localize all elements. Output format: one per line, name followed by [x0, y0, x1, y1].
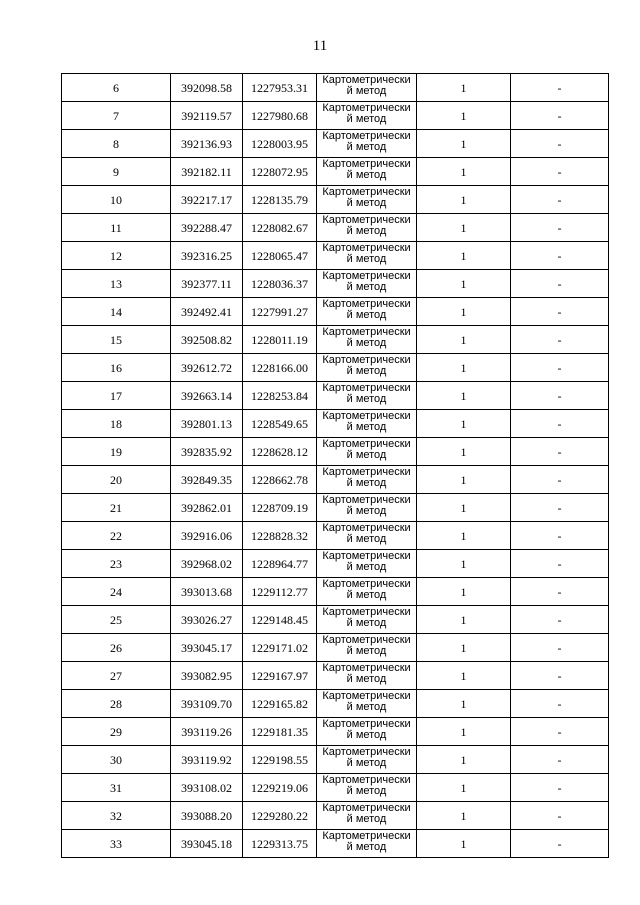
point-number-cell: 17 [62, 382, 171, 410]
table-row [62, 270, 609, 298]
point-number-cell: 9 [62, 158, 171, 186]
x-coordinate-cell: 392835.92 [171, 438, 243, 466]
method-text-line1: Картометрически [322, 410, 411, 422]
point-number-cell: 19 [62, 438, 171, 466]
accuracy-cell: 1 [417, 270, 511, 298]
table-row [62, 634, 609, 662]
method-text-line2: й метод [346, 813, 387, 825]
method-cell [317, 746, 417, 774]
method-text-line1: Картометрически [322, 438, 411, 450]
method-cell [317, 102, 417, 130]
extra-cell: - [511, 298, 609, 326]
table-row [62, 242, 609, 270]
method-text-line1: Картометрически [322, 466, 411, 478]
point-number-cell: 22 [62, 522, 171, 550]
extra-cell: - [511, 438, 609, 466]
method-text-line1: Картометрически [322, 550, 411, 562]
table-row [62, 550, 609, 578]
table-row [62, 662, 609, 690]
y-coordinate-cell: 1229219.06 [243, 774, 317, 802]
table-row [62, 494, 609, 522]
point-number-cell: 18 [62, 410, 171, 438]
extra-cell: - [511, 270, 609, 298]
extra-cell: - [511, 606, 609, 634]
y-coordinate-cell: 1229280.22 [243, 802, 317, 830]
extra-cell: - [511, 550, 609, 578]
accuracy-cell: 1 [417, 522, 511, 550]
accuracy-cell: 1 [417, 494, 511, 522]
method-text-line2: й метод [346, 757, 387, 769]
accuracy-cell: 1 [417, 186, 511, 214]
accuracy-cell: 1 [417, 438, 511, 466]
method-text-line2: й метод [346, 337, 387, 349]
extra-cell: - [511, 522, 609, 550]
method-text-line2: й метод [346, 617, 387, 629]
accuracy-cell: 1 [417, 690, 511, 718]
extra-cell: - [511, 382, 609, 410]
accuracy-cell: 1 [417, 158, 511, 186]
method-cell [317, 634, 417, 662]
point-number-cell: 13 [62, 270, 171, 298]
y-coordinate-cell: 1229167.97 [243, 662, 317, 690]
y-coordinate-cell: 1228964.77 [243, 550, 317, 578]
point-number-cell: 14 [62, 298, 171, 326]
method-text-line2: й метод [346, 309, 387, 321]
method-cell [317, 522, 417, 550]
extra-cell: - [511, 578, 609, 606]
method-cell [317, 74, 417, 102]
point-number-cell: 28 [62, 690, 171, 718]
y-coordinate-cell: 1228628.12 [243, 438, 317, 466]
method-cell [317, 550, 417, 578]
x-coordinate-cell: 393109.70 [171, 690, 243, 718]
extra-cell: - [511, 494, 609, 522]
method-text-line2: й метод [346, 281, 387, 293]
x-coordinate-cell: 392182.11 [171, 158, 243, 186]
table-row [62, 690, 609, 718]
accuracy-cell: 1 [417, 242, 511, 270]
method-cell [317, 466, 417, 494]
y-coordinate-cell: 1228828.32 [243, 522, 317, 550]
table-row [62, 578, 609, 606]
method-text-line1: Картометрически [322, 214, 411, 226]
method-text-line1: Картометрически [322, 326, 411, 338]
method-text-line2: й метод [346, 785, 387, 797]
table-row [62, 774, 609, 802]
y-coordinate-cell: 1228253.84 [243, 382, 317, 410]
point-number-cell: 15 [62, 326, 171, 354]
table-row [62, 158, 609, 186]
table-row [62, 130, 609, 158]
method-text-line2: й метод [346, 589, 387, 601]
method-text-line1: Картометрически [322, 270, 411, 282]
method-text-line1: Картометрически [322, 830, 411, 842]
method-text-line2: й метод [346, 393, 387, 405]
method-text-line1: Картометрически [322, 662, 411, 674]
method-cell [317, 326, 417, 354]
method-text-line2: й метод [346, 561, 387, 573]
method-text-line2: й метод [346, 449, 387, 461]
method-cell [317, 382, 417, 410]
table-row [62, 186, 609, 214]
extra-cell: - [511, 830, 609, 858]
method-cell [317, 718, 417, 746]
method-cell [317, 606, 417, 634]
x-coordinate-cell: 392508.82 [171, 326, 243, 354]
x-coordinate-cell: 392849.35 [171, 466, 243, 494]
extra-cell: - [511, 186, 609, 214]
x-coordinate-cell: 392801.13 [171, 410, 243, 438]
extra-cell: - [511, 718, 609, 746]
table-row [62, 410, 609, 438]
accuracy-cell: 1 [417, 606, 511, 634]
method-text-line2: й метод [346, 701, 387, 713]
x-coordinate-cell: 392288.47 [171, 214, 243, 242]
point-number-cell: 10 [62, 186, 171, 214]
x-coordinate-cell: 392217.17 [171, 186, 243, 214]
x-coordinate-cell: 393108.02 [171, 774, 243, 802]
accuracy-cell: 1 [417, 74, 511, 102]
method-text-line2: й метод [346, 421, 387, 433]
table-row [62, 354, 609, 382]
method-text-line2: й метод [346, 505, 387, 517]
x-coordinate-cell: 392968.02 [171, 550, 243, 578]
point-number-cell: 27 [62, 662, 171, 690]
accuracy-cell: 1 [417, 382, 511, 410]
x-coordinate-cell: 393013.68 [171, 578, 243, 606]
method-cell [317, 774, 417, 802]
table-row [62, 298, 609, 326]
extra-cell: - [511, 466, 609, 494]
table-row [62, 214, 609, 242]
method-text-line1: Картометрически [322, 746, 411, 758]
extra-cell: - [511, 774, 609, 802]
y-coordinate-cell: 1229198.55 [243, 746, 317, 774]
method-text-line2: й метод [346, 533, 387, 545]
y-coordinate-cell: 1229171.02 [243, 634, 317, 662]
y-coordinate-cell: 1228662.78 [243, 466, 317, 494]
method-cell [317, 214, 417, 242]
point-number-cell: 21 [62, 494, 171, 522]
method-text-line2: й метод [346, 141, 387, 153]
accuracy-cell: 1 [417, 550, 511, 578]
y-coordinate-cell: 1229181.35 [243, 718, 317, 746]
y-coordinate-cell: 1228082.67 [243, 214, 317, 242]
point-number-cell: 23 [62, 550, 171, 578]
x-coordinate-cell: 393119.26 [171, 718, 243, 746]
accuracy-cell: 1 [417, 774, 511, 802]
method-cell [317, 186, 417, 214]
method-cell [317, 410, 417, 438]
method-text-line1: Картометрически [322, 718, 411, 730]
x-coordinate-cell: 393026.27 [171, 606, 243, 634]
method-cell [317, 158, 417, 186]
extra-cell: - [511, 662, 609, 690]
y-coordinate-cell: 1228011.19 [243, 326, 317, 354]
accuracy-cell: 1 [417, 802, 511, 830]
method-text-line1: Картометрически [322, 522, 411, 534]
method-text-line1: Картометрически [322, 354, 411, 366]
x-coordinate-cell: 392916.06 [171, 522, 243, 550]
method-text-line1: Картометрически [322, 382, 411, 394]
table-row [62, 606, 609, 634]
accuracy-cell: 1 [417, 214, 511, 242]
method-text-line2: й метод [346, 673, 387, 685]
method-text-line2: й метод [346, 253, 387, 265]
method-cell [317, 242, 417, 270]
point-number-cell: 31 [62, 774, 171, 802]
extra-cell: - [511, 242, 609, 270]
method-cell [317, 662, 417, 690]
table-row [62, 438, 609, 466]
accuracy-cell: 1 [417, 634, 511, 662]
method-text-line2: й метод [346, 169, 387, 181]
x-coordinate-cell: 392136.93 [171, 130, 243, 158]
method-text-line2: й метод [346, 365, 387, 377]
point-number-cell: 8 [62, 130, 171, 158]
x-coordinate-cell: 393082.95 [171, 662, 243, 690]
extra-cell: - [511, 634, 609, 662]
accuracy-cell: 1 [417, 326, 511, 354]
method-cell [317, 270, 417, 298]
y-coordinate-cell: 1228065.47 [243, 242, 317, 270]
accuracy-cell: 1 [417, 662, 511, 690]
method-cell [317, 494, 417, 522]
method-text-line1: Картометрически [322, 634, 411, 646]
page-number: 11 [312, 38, 328, 54]
extra-cell: - [511, 802, 609, 830]
method-text-line1: Картометрически [322, 130, 411, 142]
x-coordinate-cell: 393088.20 [171, 802, 243, 830]
accuracy-cell: 1 [417, 354, 511, 382]
y-coordinate-cell: 1229165.82 [243, 690, 317, 718]
table-row [62, 102, 609, 130]
table-row [62, 802, 609, 830]
accuracy-cell: 1 [417, 746, 511, 774]
x-coordinate-cell: 392098.58 [171, 74, 243, 102]
accuracy-cell: 1 [417, 830, 511, 858]
point-number-cell: 7 [62, 102, 171, 130]
x-coordinate-cell: 392377.11 [171, 270, 243, 298]
y-coordinate-cell: 1228709.19 [243, 494, 317, 522]
y-coordinate-cell: 1228036.37 [243, 270, 317, 298]
point-number-cell: 32 [62, 802, 171, 830]
x-coordinate-cell: 392663.14 [171, 382, 243, 410]
point-number-cell: 33 [62, 830, 171, 858]
x-coordinate-cell: 392492.41 [171, 298, 243, 326]
table-row [62, 74, 609, 102]
point-number-cell: 29 [62, 718, 171, 746]
extra-cell: - [511, 214, 609, 242]
method-text-line2: й метод [346, 841, 387, 853]
extra-cell: - [511, 74, 609, 102]
method-cell [317, 578, 417, 606]
y-coordinate-cell: 1228549.65 [243, 410, 317, 438]
method-text-line1: Картометрически [322, 774, 411, 786]
accuracy-cell: 1 [417, 130, 511, 158]
table-row [62, 830, 609, 858]
method-cell [317, 690, 417, 718]
table-row [62, 326, 609, 354]
y-coordinate-cell: 1229313.75 [243, 830, 317, 858]
point-number-cell: 25 [62, 606, 171, 634]
point-number-cell: 26 [62, 634, 171, 662]
method-cell [317, 130, 417, 158]
point-number-cell: 11 [62, 214, 171, 242]
x-coordinate-cell: 392612.72 [171, 354, 243, 382]
table-row [62, 466, 609, 494]
method-text-line1: Картометрически [322, 578, 411, 590]
accuracy-cell: 1 [417, 102, 511, 130]
table-row [62, 522, 609, 550]
x-coordinate-cell: 392316.25 [171, 242, 243, 270]
method-text-line1: Картометрически [322, 186, 411, 198]
method-cell [317, 298, 417, 326]
table-row [62, 718, 609, 746]
method-text-line1: Картометрически [322, 298, 411, 310]
y-coordinate-cell: 1228166.00 [243, 354, 317, 382]
y-coordinate-cell: 1228072.95 [243, 158, 317, 186]
method-text-line1: Картометрически [322, 802, 411, 814]
accuracy-cell: 1 [417, 466, 511, 494]
extra-cell: - [511, 102, 609, 130]
x-coordinate-cell: 392119.57 [171, 102, 243, 130]
method-text-line1: Картометрически [322, 242, 411, 254]
method-text-line2: й метод [346, 113, 387, 125]
point-number-cell: 12 [62, 242, 171, 270]
extra-cell: - [511, 690, 609, 718]
method-text-line2: й метод [346, 729, 387, 741]
accuracy-cell: 1 [417, 410, 511, 438]
accuracy-cell: 1 [417, 298, 511, 326]
table-row [62, 382, 609, 410]
method-cell [317, 802, 417, 830]
accuracy-cell: 1 [417, 578, 511, 606]
y-coordinate-cell: 1227991.27 [243, 298, 317, 326]
extra-cell: - [511, 410, 609, 438]
method-text-line1: Картометрически [322, 690, 411, 702]
method-cell [317, 438, 417, 466]
point-number-cell: 6 [62, 74, 171, 102]
x-coordinate-cell: 393045.18 [171, 830, 243, 858]
table-row [62, 746, 609, 774]
y-coordinate-cell: 1229112.77 [243, 578, 317, 606]
x-coordinate-cell: 392862.01 [171, 494, 243, 522]
y-coordinate-cell: 1229148.45 [243, 606, 317, 634]
method-text-line2: й метод [346, 197, 387, 209]
method-cell [317, 354, 417, 382]
extra-cell: - [511, 354, 609, 382]
method-text-line1: Картометрически [322, 74, 411, 86]
y-coordinate-cell: 1228135.79 [243, 186, 317, 214]
extra-cell: - [511, 130, 609, 158]
y-coordinate-cell: 1227953.31 [243, 74, 317, 102]
method-text-line2: й метод [346, 645, 387, 657]
method-text-line1: Картометрически [322, 494, 411, 506]
point-number-cell: 24 [62, 578, 171, 606]
method-text-line2: й метод [346, 85, 387, 97]
method-text-line1: Картометрически [322, 606, 411, 618]
accuracy-cell: 1 [417, 718, 511, 746]
x-coordinate-cell: 393119.92 [171, 746, 243, 774]
extra-cell: - [511, 158, 609, 186]
point-number-cell: 30 [62, 746, 171, 774]
point-number-cell: 20 [62, 466, 171, 494]
coordinates-table [61, 73, 609, 858]
point-number-cell: 16 [62, 354, 171, 382]
coordinates-table-body [62, 74, 609, 858]
method-text-line2: й метод [346, 225, 387, 237]
method-text-line1: Картометрически [322, 102, 411, 114]
y-coordinate-cell: 1228003.95 [243, 130, 317, 158]
y-coordinate-cell: 1227980.68 [243, 102, 317, 130]
method-text-line2: й метод [346, 477, 387, 489]
method-text-line1: Картометрически [322, 158, 411, 170]
method-cell [317, 830, 417, 858]
x-coordinate-cell: 393045.17 [171, 634, 243, 662]
extra-cell: - [511, 326, 609, 354]
extra-cell: - [511, 746, 609, 774]
